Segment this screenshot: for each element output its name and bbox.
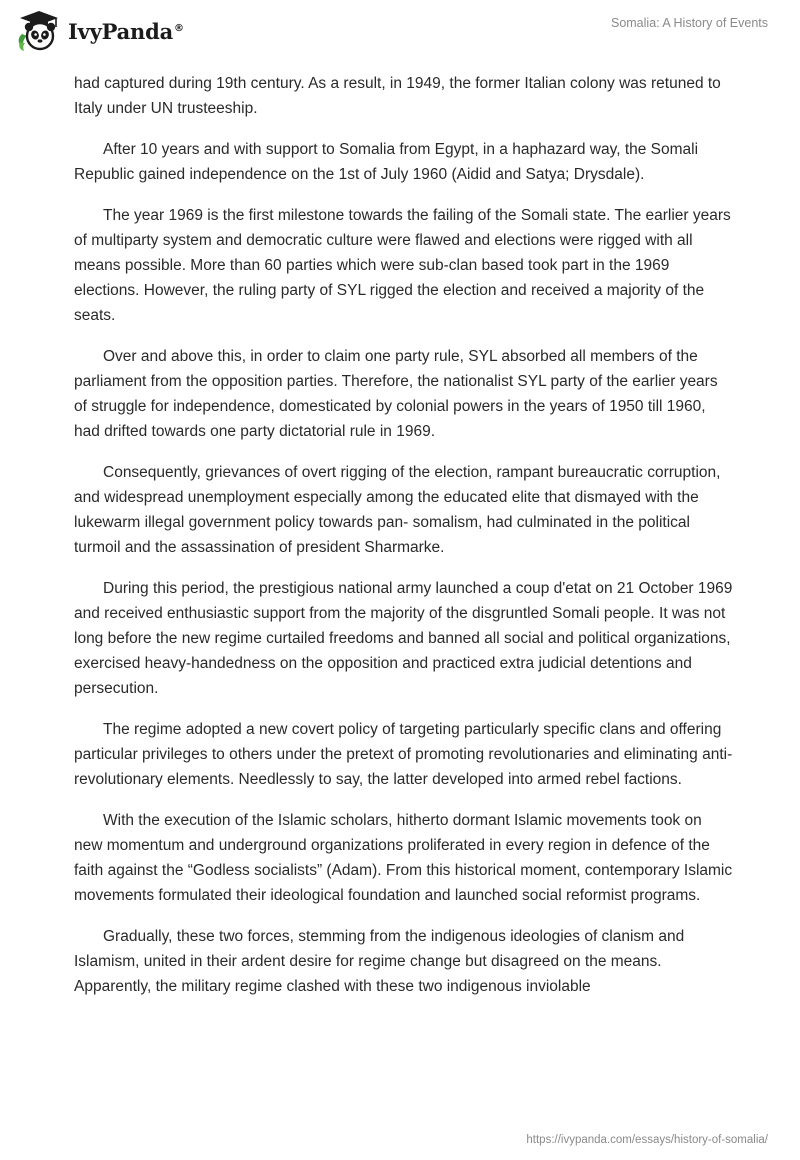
brand-name: [68, 19, 184, 44]
essay-body: [74, 71, 734, 1015]
paragraph: After 10 years and with support to Somalia from Egypt, in a haphazard way, the Somali Republic gained independence on the 1st of July 1960 (Aidid and Satya; Drysdale).: [74, 141, 699, 183]
paragraph: had captured during 19th century. As a result, in 1949, the former Italian colony was retuned to Italy under UN trusteeship.: [74, 75, 721, 117]
registered-mark: ®: [174, 22, 184, 34]
paragraph: The year 1969 is the first milestone towards the failing of the Somali state. The earlier years of multiparty system and democratic culture were flawed and elections were rigged with all means possible. More than 60 parties which were sub-clan based took part in the 1969 elections. However, the ruling party of SYL rigged the election and received a majority of the seats.: [74, 207, 731, 324]
paragraph: During this period, the prestigious national army launched a coup d'etat on 21 October 1969 and received enthusiastic support from the majority of the disgruntled Somali people. It was not long before the new regime curtailed freedoms and banned all social and political organizations, exercised heavy-handedness on the opposition and practiced extra judicial detentions and persecution.: [74, 580, 733, 697]
source-url-link[interactable]: https://ivypanda.com/essays/history-of-somalia/: [526, 1134, 768, 1146]
paragraph: Consequently, grievances of overt rigging of the election, rampant bureaucratic corruption, and widespread unemployment especially among the educated elite that dismayed with the lukewarm illegal government policy towards pan- somalism, had culminated in the political turmoil and the assassination of president Sharmarke.: [74, 464, 721, 556]
page-header: [0, 0, 800, 64]
document-title: Somalia: A History of Events: [610, 16, 768, 30]
brand-label: IvyPanda: [68, 18, 174, 44]
ivypanda-logo[interactable]: [16, 8, 184, 54]
panda-graduate-icon: [16, 8, 62, 54]
paragraph: Gradually, these two forces, stemming from the indigenous ideologies of clanism and Islamism, united in their ardent desire for regime change but disagreed on the means. Apparently, the military regime clashed with these two indigenous inviolable: [74, 928, 685, 995]
paragraph: Over and above this, in order to claim one party rule, SYL absorbed all members of the parliament from the opposition parties. Therefore, the nationalist SYL party of the earlier years of struggle for independence, domesticated by colonial powers in the years of 1950 till 1960, had drifted towards one party dictatorial rule in 1969.: [74, 348, 718, 440]
paragraph: The regime adopted a new covert policy of targeting particularly specific clans and offering particular privileges to others under the pretext of promoting revolutionaries and eliminating anti-revolutionary elements. Needlessly to say, the latter developed into armed rebel factions.: [74, 721, 733, 788]
paragraph: With the execution of the Islamic scholars, hitherto dormant Islamic movements took on new momentum and underground organizations proliferated in every region in defence of the faith against the “Godless socialists” (Adam). From this historical moment, contemporary Islamic movements formulated their ideological foundation and launched social reformist programs.: [74, 812, 733, 904]
